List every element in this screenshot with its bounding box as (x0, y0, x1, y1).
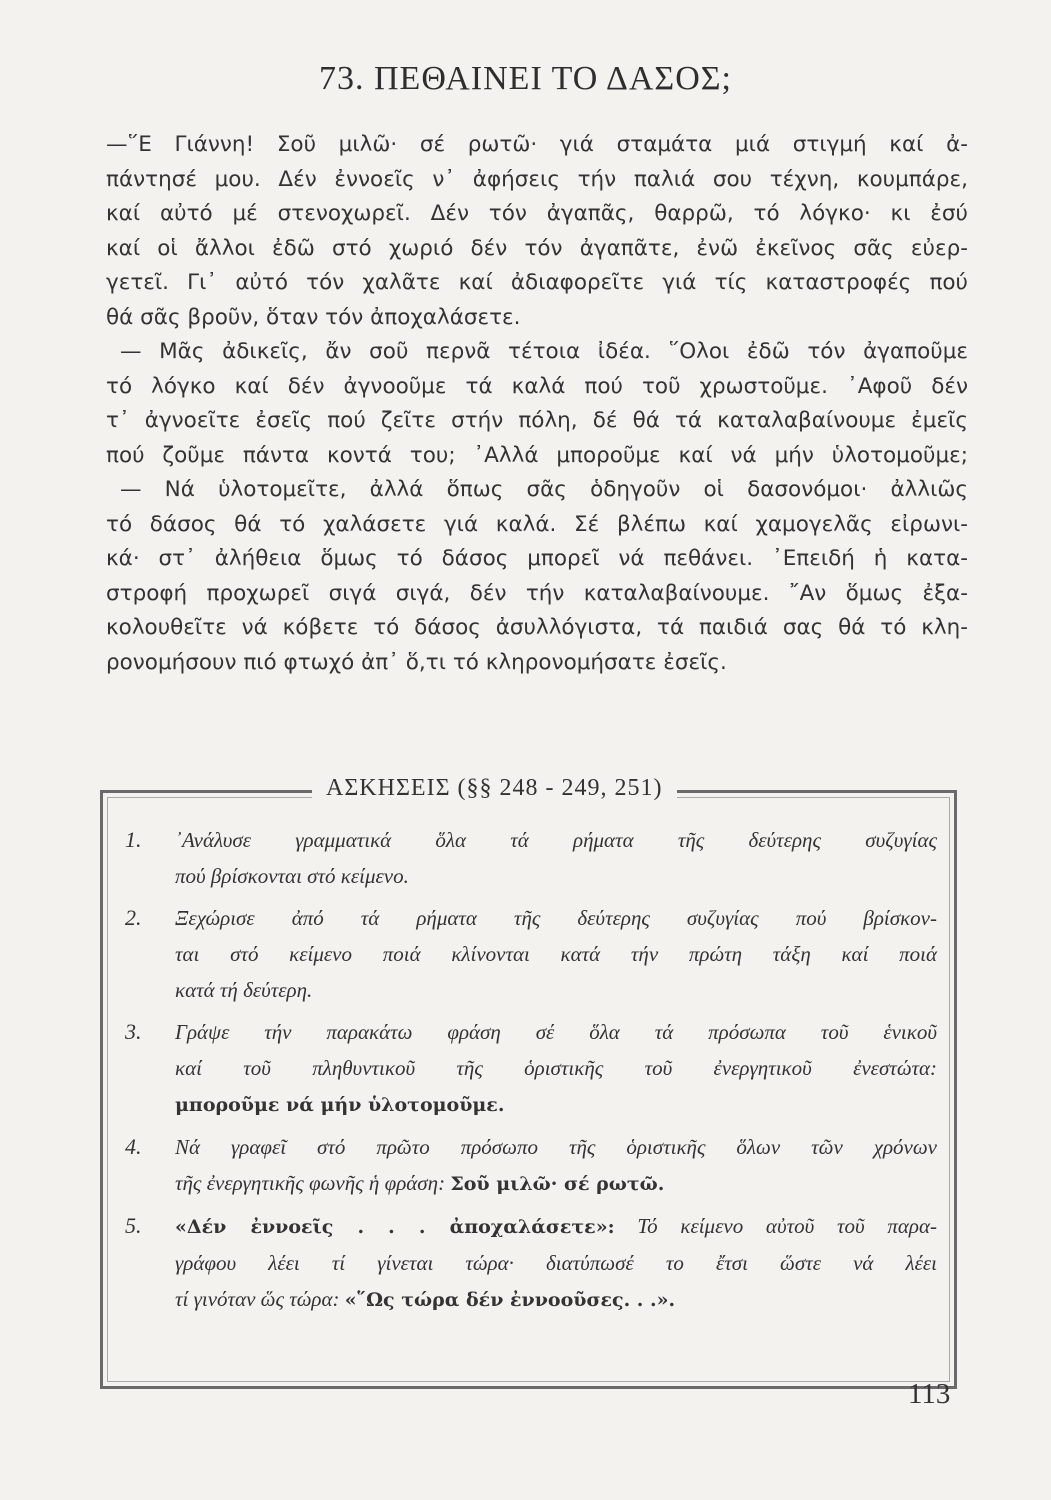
story-line: πάντησέ μου. Δέν ἐννοεῖς ν᾽ ἀφήσεις τήν παλιά σου τέχνη, κουμπάρε, (106, 166, 968, 192)
exercise-line: ται στό κείμενο ποιά κλίνονται κατά τήν πρώτη τάξη καί ποιά (175, 942, 937, 966)
exercise-line: Νά γραφεῖ στό πρῶτο πρόσωπο τῆς ὁριστικῆς ὅλων τῶν χρόνων (175, 1135, 937, 1159)
exercise-line: κατά τή δεύτερη. (175, 978, 313, 1002)
story-line: γετεῖ. Γι᾽ αὐτό τόν χαλᾶτε καί ἀδιαφορεῖτε γιά τίς καταστροφές πού (106, 270, 968, 295)
exercise-line: καί τοῦ πληθυντικοῦ τῆς ὁριστικῆς τοῦ ἐνεργητικοῦ ἐνεστώτα: (175, 1056, 937, 1080)
exercise-text: τί γινόταν ὥς τώρα: (175, 1287, 340, 1311)
exercises-heading: ΑΣΚΗΣΕΙΣ (§§ 248 - 249, 251) (312, 768, 677, 808)
exercise-number: 2. (125, 905, 142, 930)
exercise-number: 4. (125, 1134, 142, 1159)
exercise-item (125, 1208, 937, 1318)
exercise-line: Γράψε τήν παρακάτω φράση σέ ὅλα τά πρόσωπα τοῦ ἑνικοῦ (175, 1020, 937, 1044)
story-line: κά· στ᾽ ἀλήθεια ὅμως τό δάσος μπορεῖ νά πεθάνει. ᾿Επειδή ἡ κατα- (106, 546, 968, 571)
exercise-line (175, 1165, 937, 1202)
page-title: 73. ΠΕΘΑΙΝΕΙ ΤΟ ΔΑΣΟΣ; (319, 60, 732, 97)
story-line: τό λόγκο καί δέν ἀγνοοῦμε τά καλά πού τοῦ χρωστοῦμε. ᾿Αφοῦ δέν (106, 373, 968, 399)
exercise-item (125, 1129, 937, 1202)
exercise-item (125, 1014, 937, 1123)
exercise-line (175, 1281, 937, 1318)
exercise-number: 5. (125, 1213, 142, 1238)
exercise-text: Τό κείμενο αὐτοῦ τοῦ παρα- (637, 1214, 937, 1238)
exercise-line: πού βρίσκονται στό κείμενο. (175, 864, 409, 888)
story-line: καί αὐτό μέ στενοχωρεῖ. Δέν τόν ἀγαπᾶς, θαρρῶ, τό λόγκο· κι ἐσύ (106, 201, 968, 226)
exercise-line: Ξεχώρισε ἀπό τά ρήματα τῆς δεύτερης συζυγίας πού βρίσκον- (175, 906, 937, 930)
story-line: στροφή προχωρεῖ σιγά σιγά, δέν τήν καταλαβαίνουμε. ῎Αν ὅμως ἐξα- (106, 580, 968, 606)
exercise-bold-phrase: Σοῦ μιλῶ· σέ ρωτῶ. (450, 1173, 665, 1195)
exercise-number: 1. (125, 827, 142, 852)
exercise-line: γράφου λέει τί γίνεται τώρα· διατύπωσέ το ἔτσι ὥστε νά λέει (175, 1251, 937, 1275)
story-line: — Νά ὑλοτομεῖτε, ἀλλά ὅπως σᾶς ὁδηγοῦν οἱ δασονόμοι· ἀλλιῶς (120, 477, 968, 502)
story-line: πού ζοῦμε πάντα κοντά του; ᾿Αλλά μποροῦμε καί νά μήν ὑλοτομοῦμε; (106, 442, 968, 468)
story-line: τ᾽ ἀγνοεῖτε ἐσεῖς πού ζεῖτε στήν πόλη, δέ θά τά καταλαβαίνουμε ἐμεῖς (106, 408, 968, 433)
story-line: καί οἱ ἄλλοι ἐδῶ στό χωριό δέν τόν ἀγαπᾶτε, ἐνῶ ἐκεῖνος σᾶς εὐερ- (106, 235, 968, 261)
exercise-text: τῆς ἐνεργητικῆς φωνῆς ἡ φράση: (175, 1171, 446, 1195)
exercise-line (175, 1208, 937, 1245)
story-line: ρονομήσουν πιό φτωχό ἀπ᾽ ὅ,τι τό κληρονομήσατε ἐσεῖς. (106, 649, 727, 675)
story-line: — Μᾶς ἀδικεῖς, ἄν σοῦ περνᾶ τέτοια ἰδέα. ῞Ολοι ἐδῶ τόν ἀγαποῦμε (120, 339, 968, 364)
exercise-number: 3. (125, 1019, 142, 1044)
exercise-bold-phrase: «Δέν ἐννοεῖς . . . ἀποχαλάσετε»: (175, 1216, 615, 1238)
exercise-line: ᾿Ανάλυσε γραμματικά ὅλα τά ρήματα τῆς δεύτερης συζυγίας (175, 828, 937, 852)
exercises-list (125, 822, 937, 1318)
story-line: τό δάσος θά τό χαλάσετε γιά καλά. Σέ βλέπω καί χαμογελᾶς εἰρωνι- (106, 511, 968, 537)
exercise-item (125, 900, 937, 1008)
exercise-line (175, 1086, 937, 1123)
story-line: —῞Ε Γιάννη! Σοῦ μιλῶ· σέ ρωτῶ· γιά σταμάτα μιά στιγμή καί ἀ- (106, 132, 968, 157)
exercise-item (125, 822, 937, 894)
story-text (106, 128, 968, 680)
page-number: 113 (908, 1378, 951, 1410)
exercise-bold-phrase: μποροῦμε νά μήν ὑλοτομοῦμε. (175, 1094, 505, 1116)
story-line: θά σᾶς βροῦν, ὅταν τόν ἀποχαλάσετε. (106, 304, 521, 330)
story-line: κολουθεῖτε νά κόβετε τό δάσος ἀσυλλόγιστα, τά παιδιά σας θά τό κλη- (106, 615, 968, 640)
exercise-bold-phrase: «῞Ως τώρα δέν ἐννοοῦσες. . .». (344, 1289, 676, 1311)
